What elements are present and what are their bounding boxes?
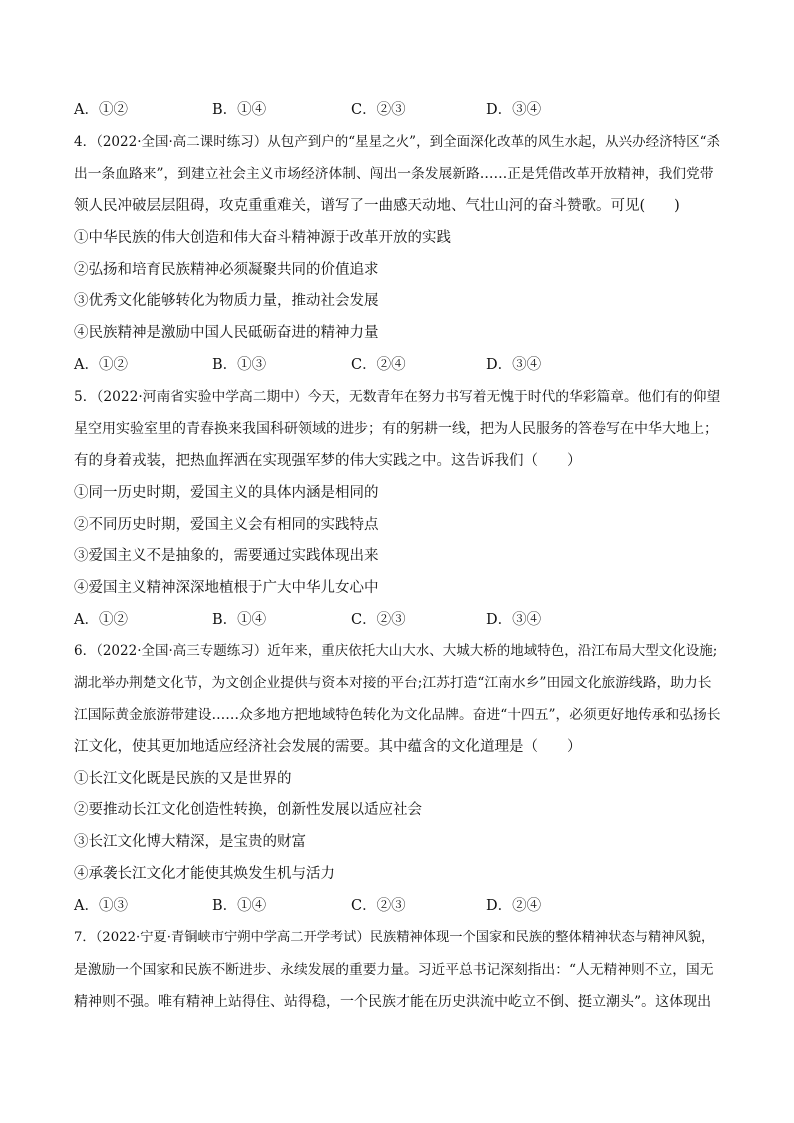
q3-option-b[interactable]: B．①④: [212, 102, 267, 118]
q5-stem-line-2: 星空用实验室里的青春换来我国科研领域的进步；有的躬耕一线，把为人民服务的答卷写在中华大地上；: [74, 421, 718, 437]
q4-option-a[interactable]: A．①②: [74, 357, 128, 373]
q4-statement-3: ③优秀文化能够转化为物质力量，推动社会发展: [74, 293, 379, 309]
q6-stem-line-1: 6．（2022·全国·高三专题练习）近年来，重庆依托大山大水、大城大桥的地域特色，沿江布局大型文化设施;: [74, 643, 718, 659]
q5-stem-line-3: 有的身着戎装，把热血挥洒在实现强军梦的伟大实践之中。这告诉我们（ ）: [74, 453, 582, 469]
q3-option-a[interactable]: A．①②: [74, 102, 128, 118]
q3-option-c[interactable]: C．②③: [351, 102, 406, 118]
q4-stem-line-3: 领人民冲破层层阻碍，攻克重重难关，谱写了一曲感天动地、气壮山河的奋斗赞歌。可见( ): [74, 198, 680, 214]
q5-option-b[interactable]: B．①④: [212, 612, 267, 628]
q4-option-c[interactable]: C．②④: [351, 357, 406, 373]
q6-stem-line-3: 江国际黄金旅游带建设……众多地方把地域特色转化为文化品牌。奋进“十四五”，必须更好地传承和弘扬长: [74, 707, 721, 723]
q5-statement-2: ②不同历史时期，爱国主义会有相同的实践特点: [74, 517, 379, 533]
q5-statement-1: ①同一历史时期，爱国主义的具体内涵是相同的: [74, 485, 379, 501]
q6-option-b[interactable]: B．①④: [212, 898, 267, 914]
q6-option-d[interactable]: D．②④: [486, 898, 542, 914]
q5-statement-4: ④爱国主义精神深深地植根于广大中华儿女心中: [74, 580, 379, 596]
q4-option-d[interactable]: D．③④: [486, 357, 542, 373]
q5-statement-3: ③爱国主义不是抽象的，需要通过实践体现出来: [74, 548, 379, 564]
q5-options: [74, 610, 722, 630]
q3-option-d[interactable]: D．③④: [486, 102, 542, 118]
q6-stem-line-4: 江文化，使其更加地适应经济社会发展的需要。其中蕴含的文化道理是（ ）: [74, 739, 582, 755]
q6-option-a[interactable]: A．①③: [74, 898, 128, 914]
q7-stem-line-3: 精神则不强。唯有精神上站得住、站得稳，一个民族才能在历史洪流中屹立不倒、挺立潮头”。这体现出: [74, 994, 712, 1010]
q6-options: [74, 896, 722, 916]
q6-statement-4: ④承袭长江文化才能使其焕发生机与活力: [74, 866, 335, 882]
q4-statement-4: ④民族精神是激励中国人民砥砺奋进的精神力量: [74, 325, 379, 341]
q4-stem-line-1: 4．（2022·全国·高二课时练习）从包产到户的“星星之火”，到全面深化改革的风生水起，从兴办经济特区“杀: [74, 134, 720, 150]
q4-statement-2: ②弘扬和培育民族精神必须凝聚共同的价值追求: [74, 262, 379, 278]
q5-option-c[interactable]: C．②③: [351, 612, 406, 628]
q6-statement-3: ③长江文化博大精深，是宝贵的财富: [74, 834, 306, 850]
q4-stem-line-2: 出一条血路来”，到建立社会主义市场经济体制、闯出一条发展新路……正是凭借改革开放精神，我们党带: [74, 166, 714, 182]
q5-option-a[interactable]: A．①②: [74, 612, 128, 628]
q7-stem-line-2: 是激励一个国家和民族不断进步、永续发展的重要力量。习近平总书记深刻指出：“人无精神则不立，国无: [74, 962, 714, 978]
q6-stem-line-2: 湖北举办荆楚文化节，为文创企业提供与资本对接的平台;江苏打造“江南水乡”田园文化旅游线路，助力长: [74, 675, 712, 691]
q4-options: [74, 355, 722, 375]
q6-statement-1: ①长江文化既是民族的又是世界的: [74, 771, 292, 787]
q3-options: [74, 100, 722, 120]
q6-statement-2: ②要推动长江文化创造性转换，创新性发展以适应社会: [74, 802, 422, 818]
q4-statement-1: ①中华民族的伟大创造和伟大奋斗精神源于改革开放的实践: [74, 230, 451, 246]
q4-option-b[interactable]: B．①③: [212, 357, 267, 373]
q6-option-c[interactable]: C．②③: [351, 898, 406, 914]
q5-option-d[interactable]: D．③④: [486, 612, 542, 628]
q5-stem-line-1: 5．（2022·河南省实验中学高二期中）今天，无数青年在努力书写着无愧于时代的华彩篇章。他们有的仰望: [74, 389, 721, 405]
q7-stem-line-1: 7．（2022·宁夏·青铜峡市宁朔中学高二开学考试）民族精神体现一个国家和民族的整体精神状态与精神风貌，: [74, 930, 715, 945]
